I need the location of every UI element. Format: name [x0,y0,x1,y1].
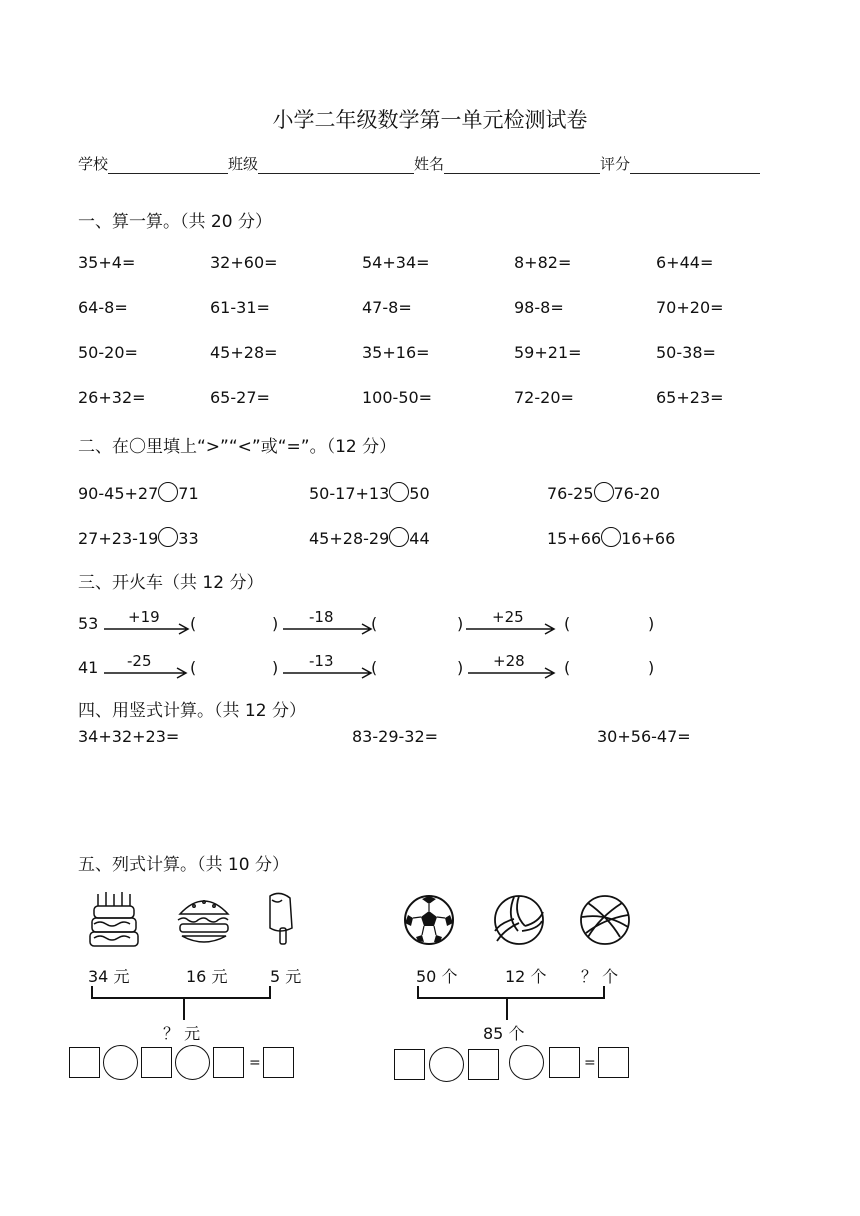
compare-right: 16+66 [621,529,676,548]
compare-right: 44 [409,529,430,548]
calc-problem: 61-31= [210,298,270,317]
vertical-problem: 34+32+23= [78,727,180,746]
answer-paren-open: ( [564,614,571,633]
answer-box[interactable] [394,1049,425,1080]
calc-problem: 72-20= [514,388,574,407]
answer-paren-close: ) [457,614,464,633]
calc-problem: 6+44= [656,253,714,272]
calc-problem: 32+60= [210,253,278,272]
price-label: 34 元 [88,967,130,986]
answer-box[interactable] [598,1047,629,1078]
train-start: 41 [78,658,99,677]
train-op-label: +28 [493,652,525,670]
section-3-title: 三、开火车（共 12 分） [78,573,264,593]
calc-problem: 50-20= [78,343,138,362]
section-2-title: 二、在〇里填上“>”“<”或“=”。（12 分） [78,437,397,457]
page-title: 小学二年级数学第一单元检测试卷 [272,108,588,132]
answer-paren-open: ( [190,658,197,677]
train-start: 53 [78,614,99,633]
section-5-title: 五、列式计算。（共 10 分） [78,855,289,875]
answer-paren-close: ) [272,658,279,677]
answer-box[interactable] [468,1049,499,1080]
count-label: 50 个 [416,967,458,986]
price-label: 5 元 [270,967,302,986]
calc-problem: 26+32= [78,388,146,407]
compare-right: 76-20 [613,484,660,503]
calc-problem: 70+20= [656,298,724,317]
calc-problem: 100-50= [362,388,433,407]
calc-problem: 65+23= [656,388,724,407]
class-label: 班级 [228,155,259,173]
answer-paren-open: ( [190,614,197,633]
answer-box[interactable] [263,1047,294,1078]
section-1-title: 一、算一算。（共 20 分） [78,212,272,232]
answer-paren-open: ( [564,658,571,677]
calc-problem: 64-8= [78,298,128,317]
train-op-label: +25 [492,608,524,626]
calc-problem: 98-8= [514,298,564,317]
section-4-title: 四、用竖式计算。（共 12 分） [78,701,306,721]
train-op-label: +19 [128,608,160,626]
train-op-label: -13 [309,652,334,670]
score-label: 评分 [600,155,631,173]
school-label: 学校 [78,155,109,173]
equals-sign: = [584,1055,596,1071]
answer-paren-close: ) [272,614,279,633]
train-op-label: -18 [309,608,334,626]
compare-left: 50-17+13 [309,484,390,503]
answer-box[interactable] [213,1047,244,1078]
answer-box[interactable] [69,1047,100,1078]
count-label: 12 个 [505,967,547,986]
name-label: 姓名 [414,155,445,173]
calc-problem: 8+82= [514,253,572,272]
answer-paren-open: ( [371,658,378,677]
calc-problem: 54+34= [362,253,430,272]
total-label: ？ 元 [163,1024,201,1043]
answer-paren-open: ( [371,614,378,633]
right-brace [418,986,604,998]
calc-problem: 45+28= [210,343,278,362]
answer-paren-close: ) [457,658,464,677]
total-label: 85 个 [483,1024,525,1043]
operator-circle[interactable] [429,1047,464,1082]
left-brace [92,986,270,998]
answer-paren-close: ) [648,658,655,677]
operator-circle[interactable] [175,1045,210,1080]
calc-problem: 35+16= [362,343,430,362]
compare-left: 27+23-19 [78,529,159,548]
calc-problem: 35+4= [78,253,136,272]
compare-left: 15+66 [547,529,602,548]
compare-left: 45+28-29 [309,529,390,548]
train-op-label: -25 [127,652,152,670]
calc-problem: 50-38= [656,343,716,362]
vertical-problem: 83-29-32= [352,727,439,746]
price-label: 16 元 [186,967,228,986]
vertical-problem: 30+56-47= [597,727,691,746]
equals-sign: = [249,1055,261,1071]
calc-problem: 47-8= [362,298,412,317]
operator-circle[interactable] [509,1045,544,1080]
compare-left: 76-25 [547,484,594,503]
compare-right: 33 [178,529,199,548]
compare-right: 50 [409,484,430,503]
compare-left: 90-45+27 [78,484,159,503]
operator-circle[interactable] [103,1045,138,1080]
compare-right: 71 [178,484,199,503]
calc-problem: 59+21= [514,343,582,362]
count-label: ？ 个 [581,967,619,986]
answer-box[interactable] [549,1047,580,1078]
calc-problem: 65-27= [210,388,270,407]
answer-paren-close: ) [648,614,655,633]
answer-box[interactable] [141,1047,172,1078]
